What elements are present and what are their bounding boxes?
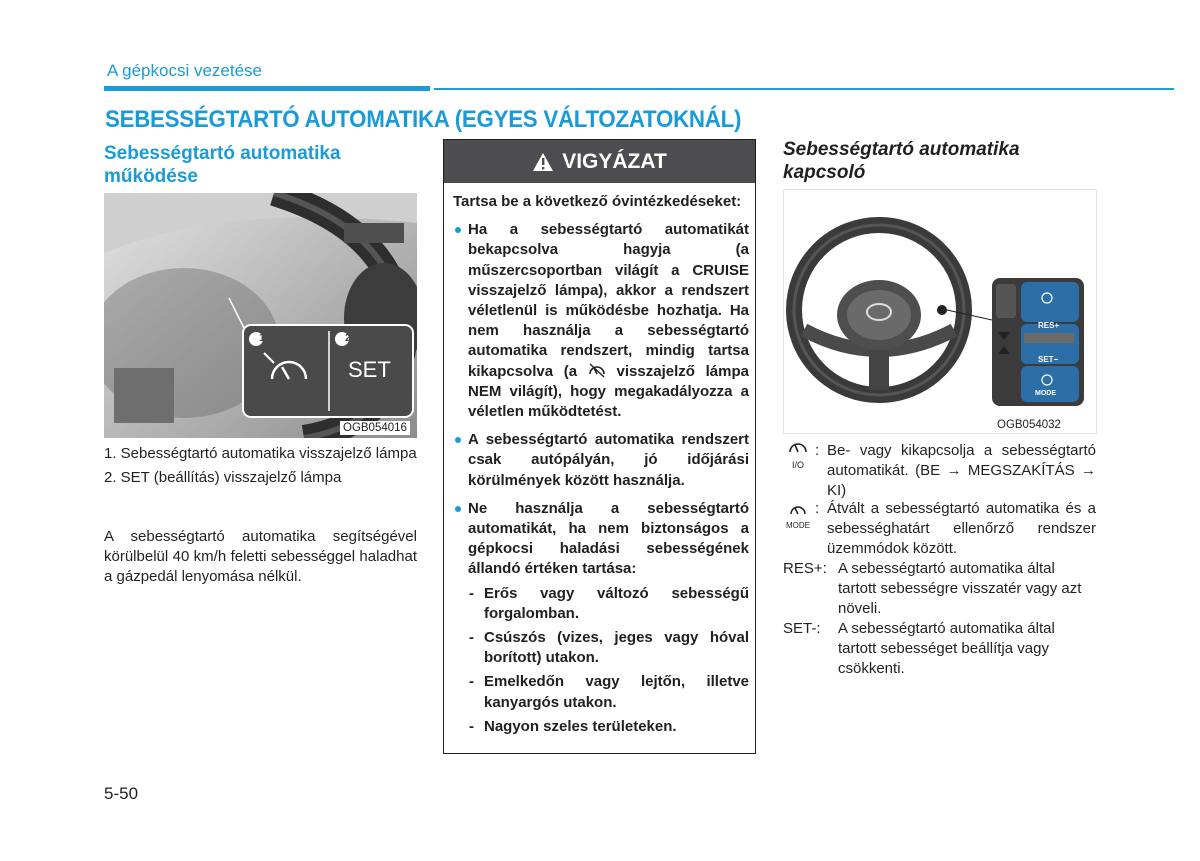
figure-code: OGB054016 bbox=[340, 421, 410, 435]
caption-2: 2. SET (beállítás) visszajelző lámpa bbox=[104, 469, 342, 486]
dashboard-figure bbox=[104, 193, 417, 438]
dashboard-illustration bbox=[104, 193, 417, 438]
warning-dash-2: - Csúszós (vizes, jeges vagy hóval borított) utakon. bbox=[453, 628, 749, 668]
header-rule-thick bbox=[104, 86, 430, 91]
section-title: A gépkocsi vezetése bbox=[107, 61, 262, 80]
right-heading: Sebességtartó automatika kapcsoló bbox=[783, 139, 1020, 183]
warning-dash-3: - Emelkedőn vagy lejtőn, illetve kanyargós utakon. bbox=[453, 672, 749, 712]
cruise-onoff-icon bbox=[784, 436, 812, 470]
definition-mode: Átvált a sebességtartó automatika és a sebességhatárt ellenőrző rendszer üzemmódok között. bbox=[827, 500, 1096, 557]
header-rule-thin bbox=[434, 88, 1174, 90]
cruise-off-icon bbox=[588, 362, 606, 378]
mode-icon bbox=[782, 502, 814, 530]
figure-marker-1: 1 bbox=[258, 332, 266, 344]
warning-bullet-1-text-a: Ha a sebességtartó automatikát bekapcsolva hagyja (a műszercsoportban világít a CRUISE visszajelző lámpa), akkor a rendszert véletlenül is működésbe hozhatja. Ha nem használja a sebességtartó automatika rendszert, mindig tartsa kikapcsolva (a bbox=[468, 221, 749, 380]
set-indicator-text: SET bbox=[348, 357, 391, 382]
switch-mode-label: MODE bbox=[1035, 390, 1056, 397]
definition-set: A sebességtartó automatika által tartott sebességet beállítja vagy csökkenti. bbox=[838, 620, 1055, 677]
warning-header bbox=[444, 140, 755, 183]
page-number: 5-50 bbox=[104, 784, 139, 803]
warning-body bbox=[453, 192, 749, 737]
steering-wheel-figure bbox=[783, 189, 1097, 434]
definition-res: A sebességtartó automatika által tartott sebességre visszatér vagy azt növeli. bbox=[838, 560, 1082, 617]
warning-bullet-1 bbox=[453, 220, 749, 422]
onoff-icon-text: I/O bbox=[791, 460, 804, 470]
warning-dash-1: - Erős vagy változó sebességű forgalomban. bbox=[453, 584, 749, 624]
caption-list bbox=[104, 444, 417, 488]
warning-bullet-2: A sebességtartó automatika rendszert csak autópályán, jó időjárási körülmények között használja. bbox=[453, 430, 749, 491]
cruise-gauge-icon bbox=[787, 436, 809, 456]
warning-dash-4: - Nagyon szeles területeken. bbox=[453, 717, 749, 737]
res-key: RES+: bbox=[783, 560, 827, 577]
mode-icon-text: MODE bbox=[786, 521, 810, 530]
figure-marker-2: 2 bbox=[344, 332, 352, 344]
mode-gauge-icon bbox=[789, 502, 807, 516]
caption-1: 1. Sebességtartó automatika visszajelző lámpa bbox=[104, 445, 417, 462]
figure-code-2: OGB054032 bbox=[994, 418, 1064, 432]
chapter-title: SEBESSÉGTARTÓ AUTOMATIKA (EGYES VÁLTOZATOKNÁL) bbox=[105, 106, 742, 133]
intro-paragraph: A sebességtartó automatika segítségével körülbelül 40 km/h feletti sebességgel haladhat a gázpedál lenyomása nélkül. bbox=[104, 528, 417, 585]
definition-onoff: Be- vagy kikapcsolja a sebességtartó automatikát. (BE → MEGSZAKÍTÁS → KI) bbox=[827, 442, 1096, 499]
left-heading: Sebességtartó automatika működése bbox=[104, 143, 341, 187]
warning-intro: Tartsa be a következő óvintézkedéseket: bbox=[453, 193, 742, 210]
switch-res-label: RES+ bbox=[1038, 321, 1060, 330]
warning-bullet-3: Ne használja a sebességtartó automatikát, ha nem biztonságos a gépkocsi haladási sebességének állandó értéken tartása: bbox=[453, 499, 749, 580]
set-key: SET-: bbox=[783, 620, 821, 637]
warning-title: VIGYÁZAT bbox=[562, 149, 667, 173]
warning-triangle-icon bbox=[532, 152, 554, 172]
warning-box bbox=[443, 139, 756, 754]
warning-bullet-1-text-b: visszajelző lámpa NEM világít), hogy megakadályozza a véletlen működtetést. bbox=[468, 362, 749, 421]
switch-set-label: SET− bbox=[1038, 355, 1059, 364]
